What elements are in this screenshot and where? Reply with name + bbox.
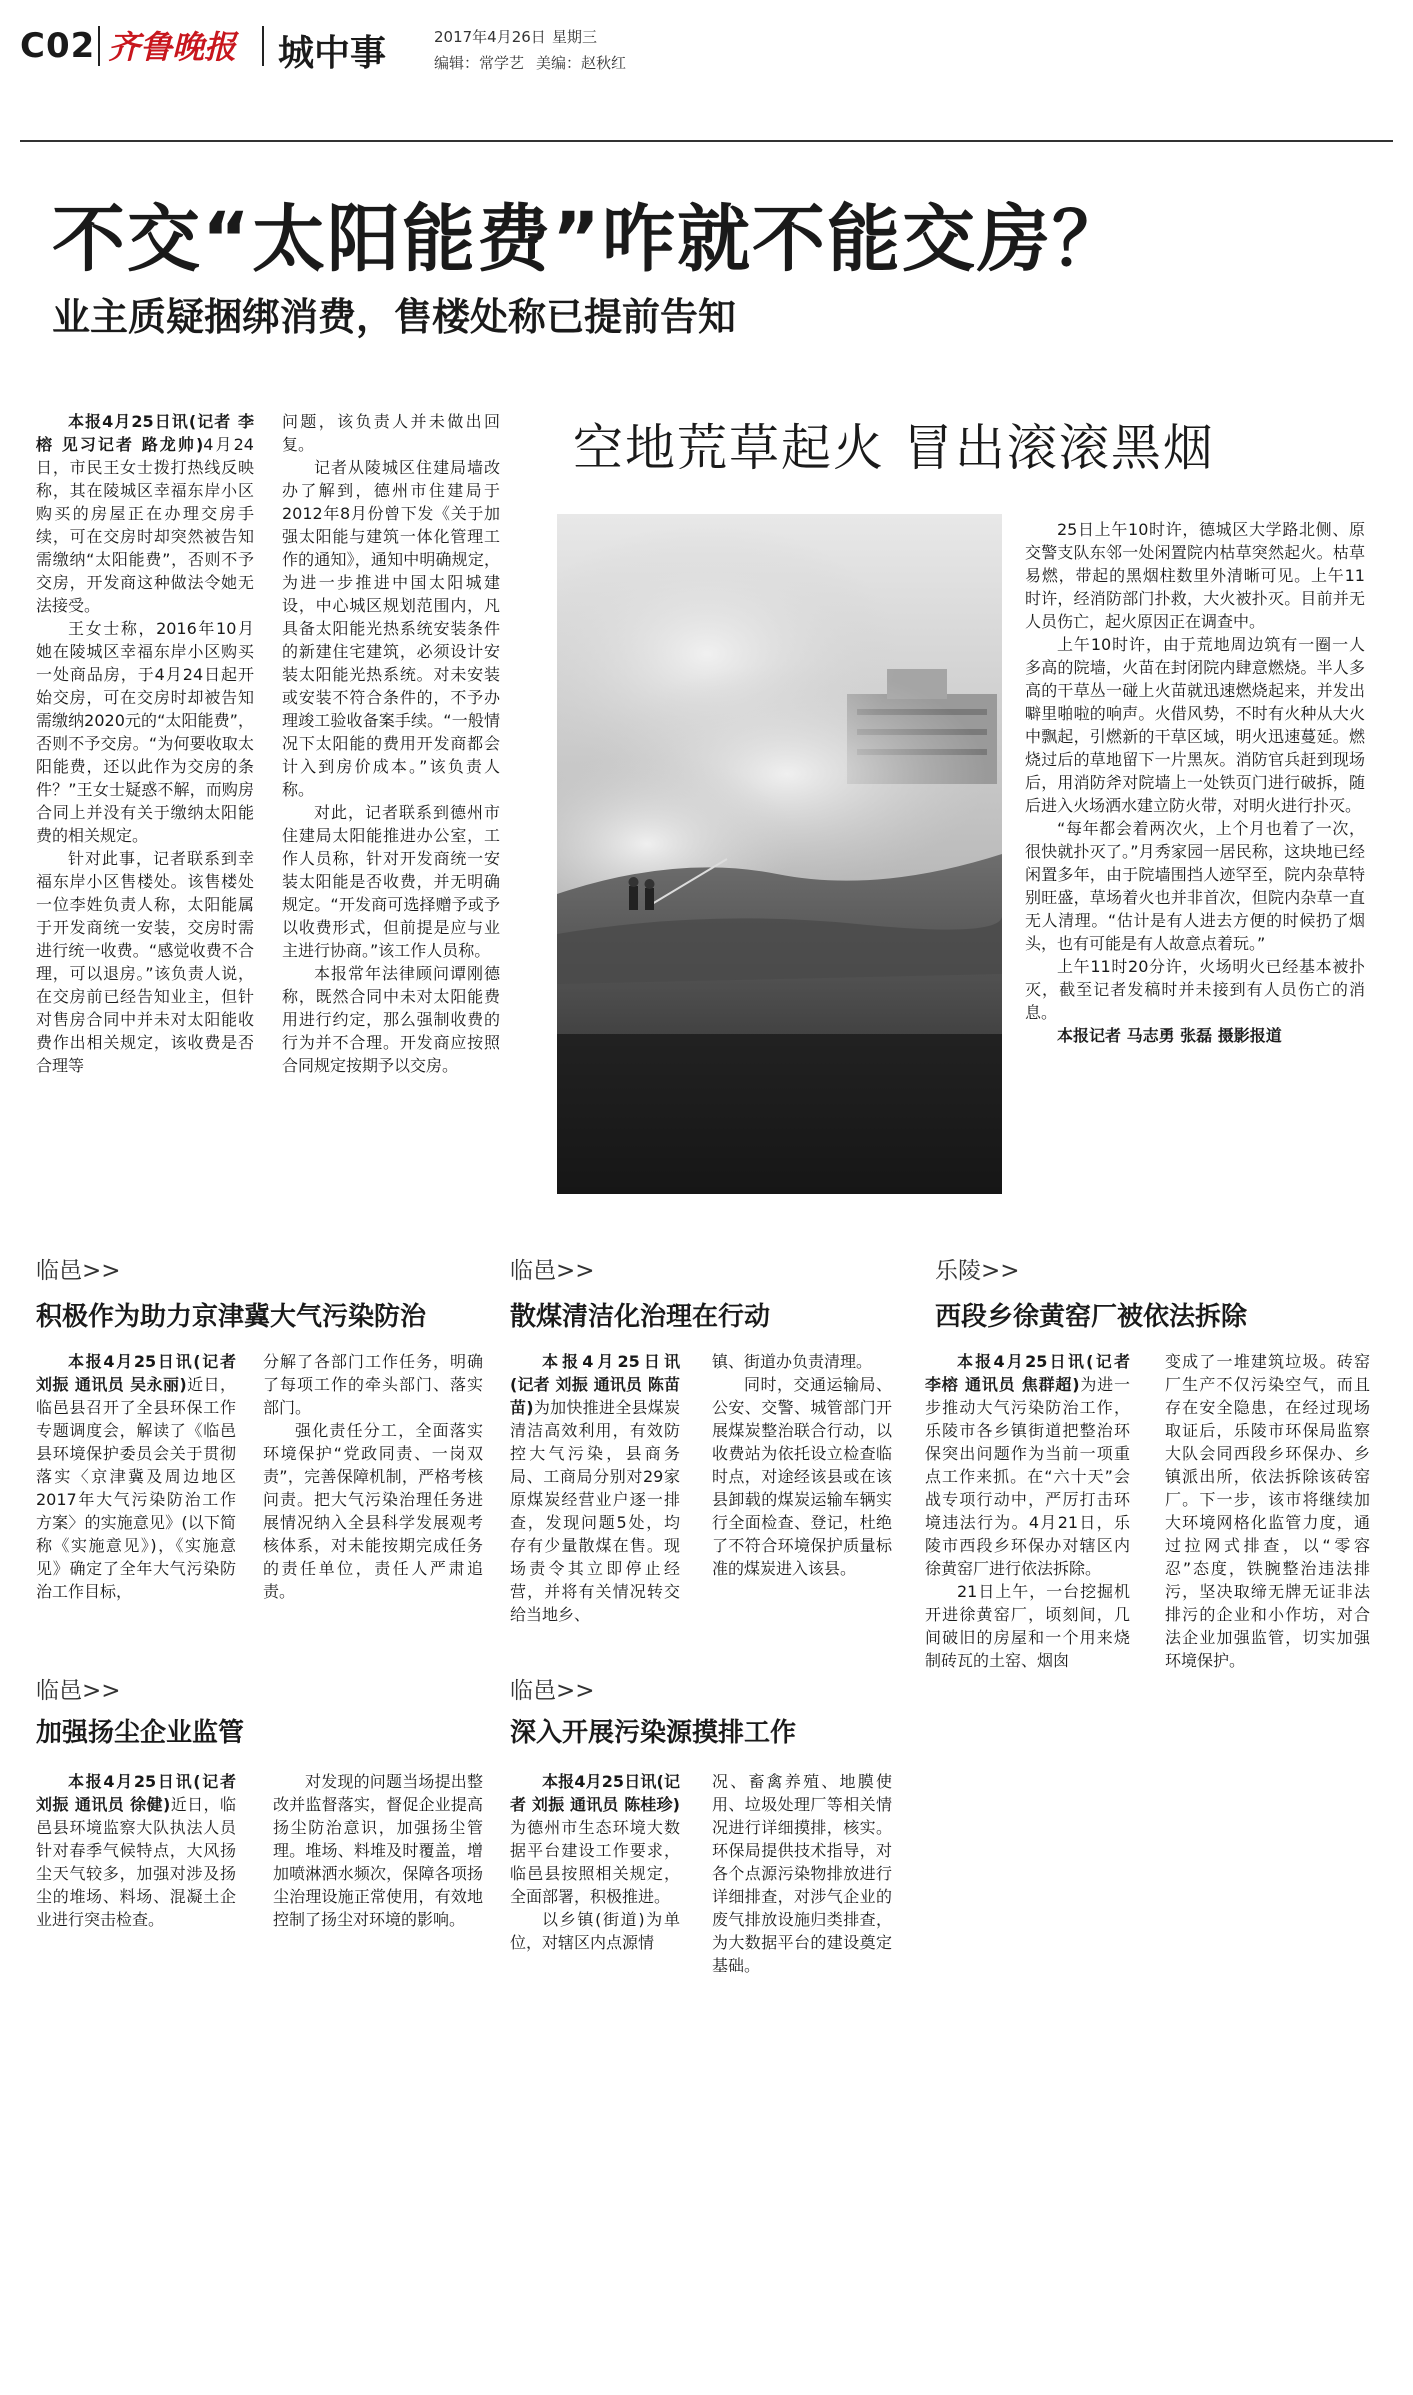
main-subheadline: 业主质疑捆绑消费，售楼处称已提前告知 bbox=[52, 295, 737, 339]
brief-title: 散煤清洁化治理在行动 bbox=[510, 1302, 771, 1332]
photo-story-title: 空地荒草起火 冒出滚滚黑烟 bbox=[573, 419, 1215, 477]
brief-region-label: 临邑>> bbox=[510, 1258, 595, 1284]
masthead-divider bbox=[262, 26, 264, 66]
brief-title: 积极作为助力京津冀大气污染防治 bbox=[36, 1302, 427, 1332]
newspaper-logo: 齐鲁晚报 bbox=[108, 28, 237, 66]
issue-weekday: 星期三 bbox=[552, 28, 598, 46]
photo-story-text bbox=[1025, 518, 1365, 1047]
brief-column bbox=[712, 1350, 892, 1580]
brief-region-label: 临邑>> bbox=[36, 1678, 121, 1704]
brief-column bbox=[273, 1770, 483, 1931]
paragraph: 分解了各部门工作任务，明确了每项工作的牵头部门、落实部门。 bbox=[263, 1352, 483, 1417]
brief-title: 西段乡徐黄窑厂被依法拆除 bbox=[935, 1302, 1248, 1332]
brief-title: 加强扬尘企业监管 bbox=[36, 1718, 245, 1748]
brief-region-label: 临邑>> bbox=[36, 1258, 121, 1284]
paragraph: 镇、街道办负责清理。 bbox=[712, 1352, 873, 1371]
main-story-byline: 本报4月25日讯(记者 李榕 见习记者 路龙帅) bbox=[36, 412, 254, 454]
paragraph: 对发现的问题当场提出整改并监督落实，督促企业提高扬尘防治意识，加强扬尘管理。堆场、料堆及时覆盖，增加喷淋洒水频次，保障各项扬尘治理设施正常使用，有效地控制了扬尘对环境的影响。 bbox=[273, 1772, 483, 1929]
brief-region-label: 乐陵>> bbox=[935, 1258, 1020, 1284]
paragraph: 变成了一堆建筑垃圾。砖窑厂生产不仅污染空气，而且存在安全隐患，在经过现场取证后，乐陵市环保局监察大队会同西段乡环保办、乡镇派出所，依法拆除该砖窑厂。下一步，该市将继续加大环境网格化监管力度，通过拉网式排查，以“零容忍”态度，铁腕整治违法排污，坚决取缔无牌无证非法排污的企业和小作坊，对合法企业加强监管，切实加强环境保护。 bbox=[1165, 1352, 1370, 1670]
paragraph: “每年都会着两次火，上个月也着了一次，很快就扑灭了。”月秀家园一居民称，这块地已经闲置多年，由于院墙围挡人迹罕至，院内杂草特别旺盛，草场着火也并非首次，但院内杂草一直无人清理。“估计是有人进去方便的时候扔了烟头，也有可能是有人故意点着玩。” bbox=[1025, 819, 1365, 953]
paragraph: 近日，临邑县召开了全县环保工作专题调度会，解读了《临邑县环境保护委员会关于贯彻落实〈京津冀及周边地区2017年大气污染防治工作方案〉的实施意见》(以下简称《实施意见》)，《实施意见》确定了全年大气污染防治工作目标， bbox=[36, 1375, 236, 1601]
news-photo bbox=[557, 514, 1002, 1194]
paragraph: 为德州市生态环境大数据平台建设工作要求，临邑县按照相关规定，全面部署，积极推进。 bbox=[510, 1818, 680, 1906]
paragraph: 近日，临邑县环境监察大队执法人员针对春季气候特点，大风扬尘天气较多，加强对涉及扬尘的堆场、料场、混凝土企业进行突击检查。 bbox=[36, 1795, 236, 1929]
brief-byline: 本报4月25日讯 (记者 刘振 通讯员 陈苗苗) bbox=[510, 1352, 680, 1417]
paragraph: 4月24日，市民王女士拨打热线反映称，其在陵城区幸福东岸小区购买的房屋正在办理交房手续，可在交房时却突然被告知需缴纳“太阳能费”，否则不予交房，开发商这种做法令她无法接受。 bbox=[36, 435, 254, 615]
brief-column bbox=[263, 1350, 483, 1603]
brief-column bbox=[36, 1770, 236, 1931]
main-story-column-2 bbox=[282, 410, 500, 1077]
brief-column bbox=[925, 1350, 1130, 1672]
brief-title: 深入开展污染源摸排工作 bbox=[510, 1718, 797, 1748]
brief-column bbox=[712, 1770, 892, 1977]
paragraph: 针对此事，记者联系到幸福东岸小区售楼处。该售楼处一位李姓负责人称，太阳能属于开发商统一安装，交房时需进行统一收费。“感觉收费不合理，可以退房。”该负责人说，在交房前已经告知业主，但针对售房合同中并未对太阳能收费作出相关规定，该收费是否合理等 bbox=[36, 849, 254, 1075]
brief-column bbox=[36, 1350, 236, 1603]
designer-credit: 美编：赵秋红 bbox=[536, 54, 627, 72]
paragraph: 21日上午，一台挖掘机开进徐黄窑厂，顷刻间，几间破旧的房屋和一个用来烧制砖瓦的土窑、烟囱 bbox=[925, 1582, 1130, 1670]
paragraph: 王女士称，2016年10月她在陵城区幸福东岸小区购买一处商品房，于4月24日起开始交房，可在交房时却被告知需缴纳2020元的“太阳能费”，否则不予交房。“为何要收取太阳能费，还以此作为交房的条件？”王女士疑惑不解，而购房合同上并没有关于缴纳太阳能费的相关规定。 bbox=[36, 619, 254, 845]
brief-column bbox=[510, 1350, 680, 1626]
photo-credit: 本报记者 马志勇 张磊 摄影报道 bbox=[1057, 1026, 1282, 1045]
paragraph: 为进一步推动大气污染防治工作，乐陵市各乡镇街道把整治环保突出问题作为当前一项重点工作来抓。在“六十天”会战专项行动中，严厉打击环境违法行为。4月21日，乐陵市西段乡环保办对辖区内徐黄窑厂进行依法拆除。 bbox=[925, 1375, 1130, 1578]
brief-byline: 本报4月25日讯(记者 刘振 通讯员 陈桂珍) bbox=[510, 1772, 680, 1814]
paragraph: 本报常年法律顾问谭刚德称，既然合同中未对太阳能费用进行约定，那么强制收费的行为并不合理。开发商应按照合同规定按期予以交房。 bbox=[282, 964, 500, 1075]
issue-date: 2017年4月26日 bbox=[434, 28, 546, 46]
brief-byline: 本报4月25日讯(记者 刘振 通讯员 吴永丽) bbox=[36, 1352, 236, 1394]
paragraph: 对此，记者联系到德州市住建局太阳能推进办公室，工作人员称，针对开发商统一安装太阳能是否收费，并无明确规定。“开发商可选择赠予或予以收费形式，但前提是应与业主进行协商。”该工作人员称。 bbox=[282, 803, 500, 960]
brief-region-label: 临邑>> bbox=[510, 1678, 595, 1704]
editor-credit: 编辑：常学艺 bbox=[434, 54, 525, 72]
brief-column bbox=[510, 1770, 680, 1954]
paragraph: 25日上午10时许，德城区大学路北侧、原交警支队东邻一处闲置院内枯草突然起火。枯草易燃，带起的黑烟柱数里外清晰可见。上午11时许，经消防部门扑救，大火被扑灭。目前并无人员伤亡，起火原因正在调查中。 bbox=[1025, 520, 1365, 631]
brief-byline: 本报4月25日讯(记者 刘振 通讯员 徐健) bbox=[36, 1772, 236, 1814]
paragraph: 强化责任分工，全面落实环境保护“党政同责、一岗双责”，完善保障机制，严格考核问责。把大气污染治理任务进展情况纳入全县科学发展观考核体系，对未能按期完成任务的责任单位，责任人严肃追责。 bbox=[263, 1421, 483, 1601]
paragraph: 上午11时20分许，火场明火已经基本被扑灭，截至记者发稿时并未接到有人员伤亡的消息。 bbox=[1025, 957, 1365, 1022]
paragraph: 同时，交通运输局、公安、交警、城管部门开展煤炭整治联合行动，以收费站为依托设立检查临时点，对途经该县或在该县卸载的煤炭运输车辆实行全面检查、登记，杜绝了不符合环境保护质量标准的煤炭进入该县。 bbox=[712, 1375, 892, 1578]
paragraph: 为加快推进全县煤炭清洁高效利用，有效防控大气污染，县商务局、工商局分别对29家原煤炭经营业户逐一排查，发现问题5处，均存有少量散煤在售。现场责令其立即停止经营，并将有关情况转交给当地乡、 bbox=[510, 1398, 680, 1624]
paragraph: 况、畜禽养殖、地膜使用、垃圾处理厂等相关情况进行详细摸排，核实。环保局提供技术指导，对各个点源污染物排放进行详细排查，对涉气企业的废气排放设施归类排查，为大数据平台的建设奠定基础。 bbox=[712, 1772, 892, 1975]
main-headline: 不交“太阳能费”咋就不能交房？ bbox=[52, 197, 1127, 282]
paragraph: 以乡镇(街道)为单位，对辖区内点源情 bbox=[510, 1910, 680, 1952]
masthead-rule bbox=[20, 140, 1393, 142]
paragraph: 上午10时许，由于荒地周边筑有一圈一人多高的院墙，火苗在封闭院内肆意燃烧。半人多高的干草丛一碰上火苗就迅速燃烧起来，并发出噼里啪啦的响声。火借风势，不时有火种从大火中飘起，引燃新的干草区域，明火迅速蔓延。燃烧过后的草地留下一片黑灰。消防官兵赶到现场后，用消防斧对院墙上一处铁页门进行破拆，随后进入火场洒水建立防火带，对明火进行扑灭。 bbox=[1025, 635, 1365, 815]
masthead-divider bbox=[98, 26, 100, 66]
fire-scene-illustration bbox=[557, 514, 1002, 1194]
main-story-column-1 bbox=[36, 410, 254, 1077]
paragraph: 问题，该负责人并未做出回复。 bbox=[282, 412, 500, 454]
paragraph: 记者从陵城区住建局墙改办了解到，德州市住建局于2012年8月份曾下发《关于加强太阳能与建筑一体化管理工作的通知》，通知中明确规定，为进一步推进中国太阳城建设，中心城区规划范围内，凡具备太阳能光热系统安装条件的新建住宅建筑，必须设计安装太阳能光热系统。对未安装或安装不符合条件的，不予办理竣工验收备案手续。“一般情况下太阳能的费用开发商都会计入到房价成本。”该负责人称。 bbox=[282, 458, 500, 799]
section-title: 城中事 bbox=[278, 33, 387, 74]
page-number: C02 bbox=[20, 26, 96, 66]
brief-byline: 本报4月25日讯(记者 李榕 通讯员 焦群超) bbox=[925, 1352, 1130, 1394]
brief-column bbox=[1165, 1350, 1370, 1672]
